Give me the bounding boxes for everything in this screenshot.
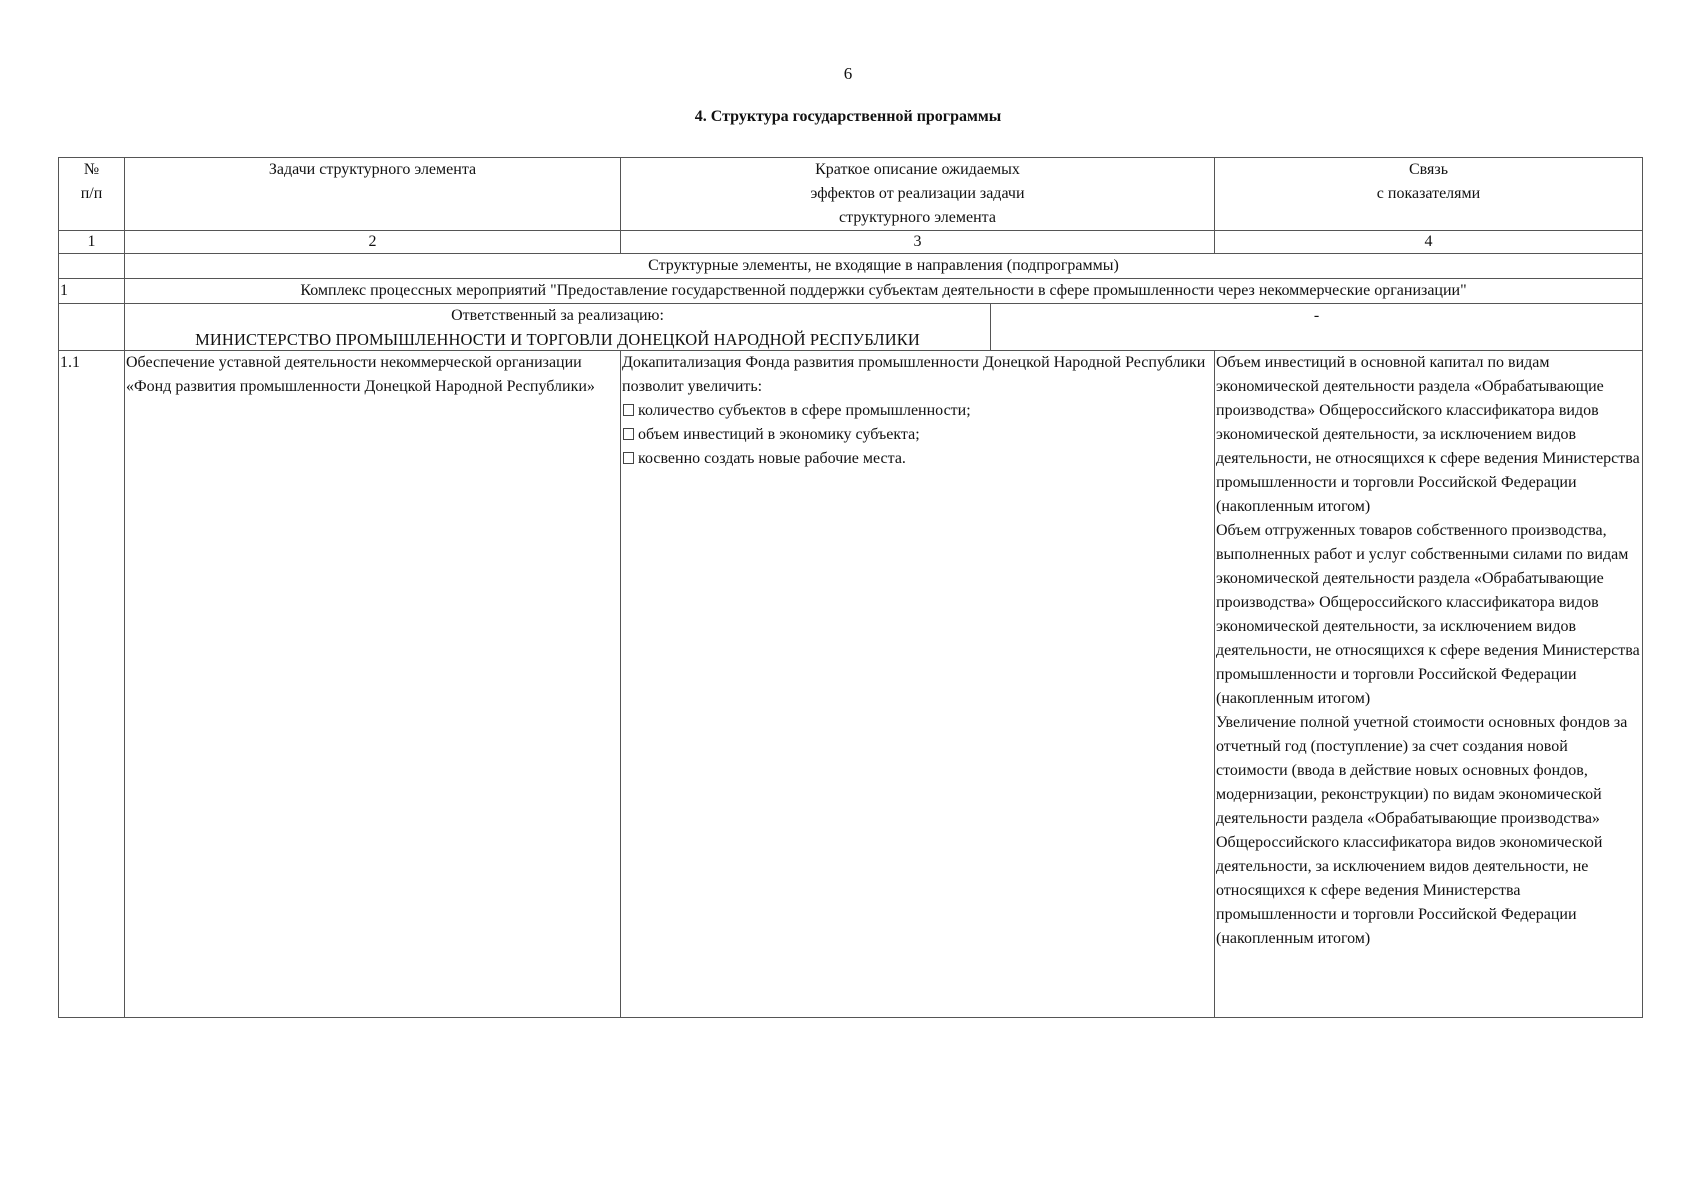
row-num: 1.1 (59, 351, 125, 1018)
program-structure-table (58, 157, 1643, 1018)
header-tasks: Задачи структурного элемента (125, 158, 621, 231)
indicator-item: Увеличение полной учетной стоимости основных фондов за отчетный год (поступление) за счет создания новой стоимости (ввода в действие новых основных фондов, модернизации, реконструкции) по видам экономической деятельности раздела «Обрабатывающие производства» Общероссийского классификатора видов экономической деятельности, за исключением видов деятельности, не относящихся к сфере ведения Министерства промышленности и торговли Российской Федерации (накопленным итогом) (1216, 714, 1628, 947)
row-indicators (1215, 351, 1643, 1018)
header-description: Краткое описание ожидаемых эффектов от реализации задачи структурного элемента (621, 158, 1215, 231)
section-title: 4. Структура государственной программы (694, 108, 1002, 125)
header-num: № п/п (59, 158, 125, 231)
indicator-item: Объем отгруженных товаров собственного производства, выполненных работ и услуг собственными силами по видам экономической деятельности раздела «Обрабатывающие производства» Общероссийского классификатора видов экономической деятельности, за исключением видов деятельности, не относящихся к сфере ведения Министерства промышленности и торговли Российской Федерации (накопленным итогом) (1216, 522, 1640, 707)
responsible-right: - (1313, 307, 1320, 324)
complex-row (59, 279, 1643, 304)
responsible-row (59, 304, 1643, 351)
column-number: 3 (621, 231, 1215, 254)
checkbox-bullet-icon (623, 428, 634, 440)
column-number: 2 (125, 231, 621, 254)
responsible-org: МИНИСТЕРСТВО ПРОМЫШЛЕННОСТИ И ТОРГОВЛИ ДОНЕЦКОЙ НАРОДНОЙ РЕСПУБЛИКИ (195, 330, 920, 349)
section-row (59, 254, 1643, 279)
page-number: 6 (843, 64, 853, 83)
column-number-row (59, 231, 1643, 254)
column-number: 4 (1215, 231, 1643, 254)
row-description (621, 351, 1215, 1018)
list-item: объем инвестиций в экономику субъекта; (622, 423, 1213, 447)
complex-row-text: Комплекс процессных мероприятий "Предоставление государственной поддержки субъектам деятельности в сфере промышленности через некоммерческие организации" (125, 279, 1643, 304)
indicator-item: Объем инвестиций в основной капитал по видам экономической деятельности раздела «Обрабатывающие производства» Общероссийского классификатора видов экономической деятельности, за исключением видов деятельности, не относящихся к сфере ведения Министерства промышленности и торговли Российской Федерации (накопленным итогом) (1216, 354, 1640, 515)
checkbox-bullet-icon (623, 404, 634, 416)
list-item: косвенно создать новые рабочие места. (622, 447, 1213, 471)
responsible-block (125, 304, 991, 350)
responsible-label: Ответственный за реализацию: (451, 307, 664, 324)
complex-row-num: 1 (59, 279, 125, 304)
description-intro: Докапитализация Фонда развития промышленности Донецкой Народной Республики позволит увеличить: (622, 354, 1206, 395)
section-row-text: Структурные элементы, не входящие в направления (подпрограммы) (125, 254, 1643, 279)
row-task: Обеспечение уставной деятельности некоммерческой организации «Фонд развития промышленности Донецкой Народной Республики» (125, 351, 621, 1018)
table-row (59, 351, 1643, 1018)
checkbox-bullet-icon (623, 452, 634, 464)
list-item: количество субъектов в сфере промышленности; (622, 399, 1213, 423)
header-link: Связь с показателями (1215, 158, 1643, 231)
header-row (59, 158, 1643, 231)
column-number: 1 (59, 231, 125, 254)
